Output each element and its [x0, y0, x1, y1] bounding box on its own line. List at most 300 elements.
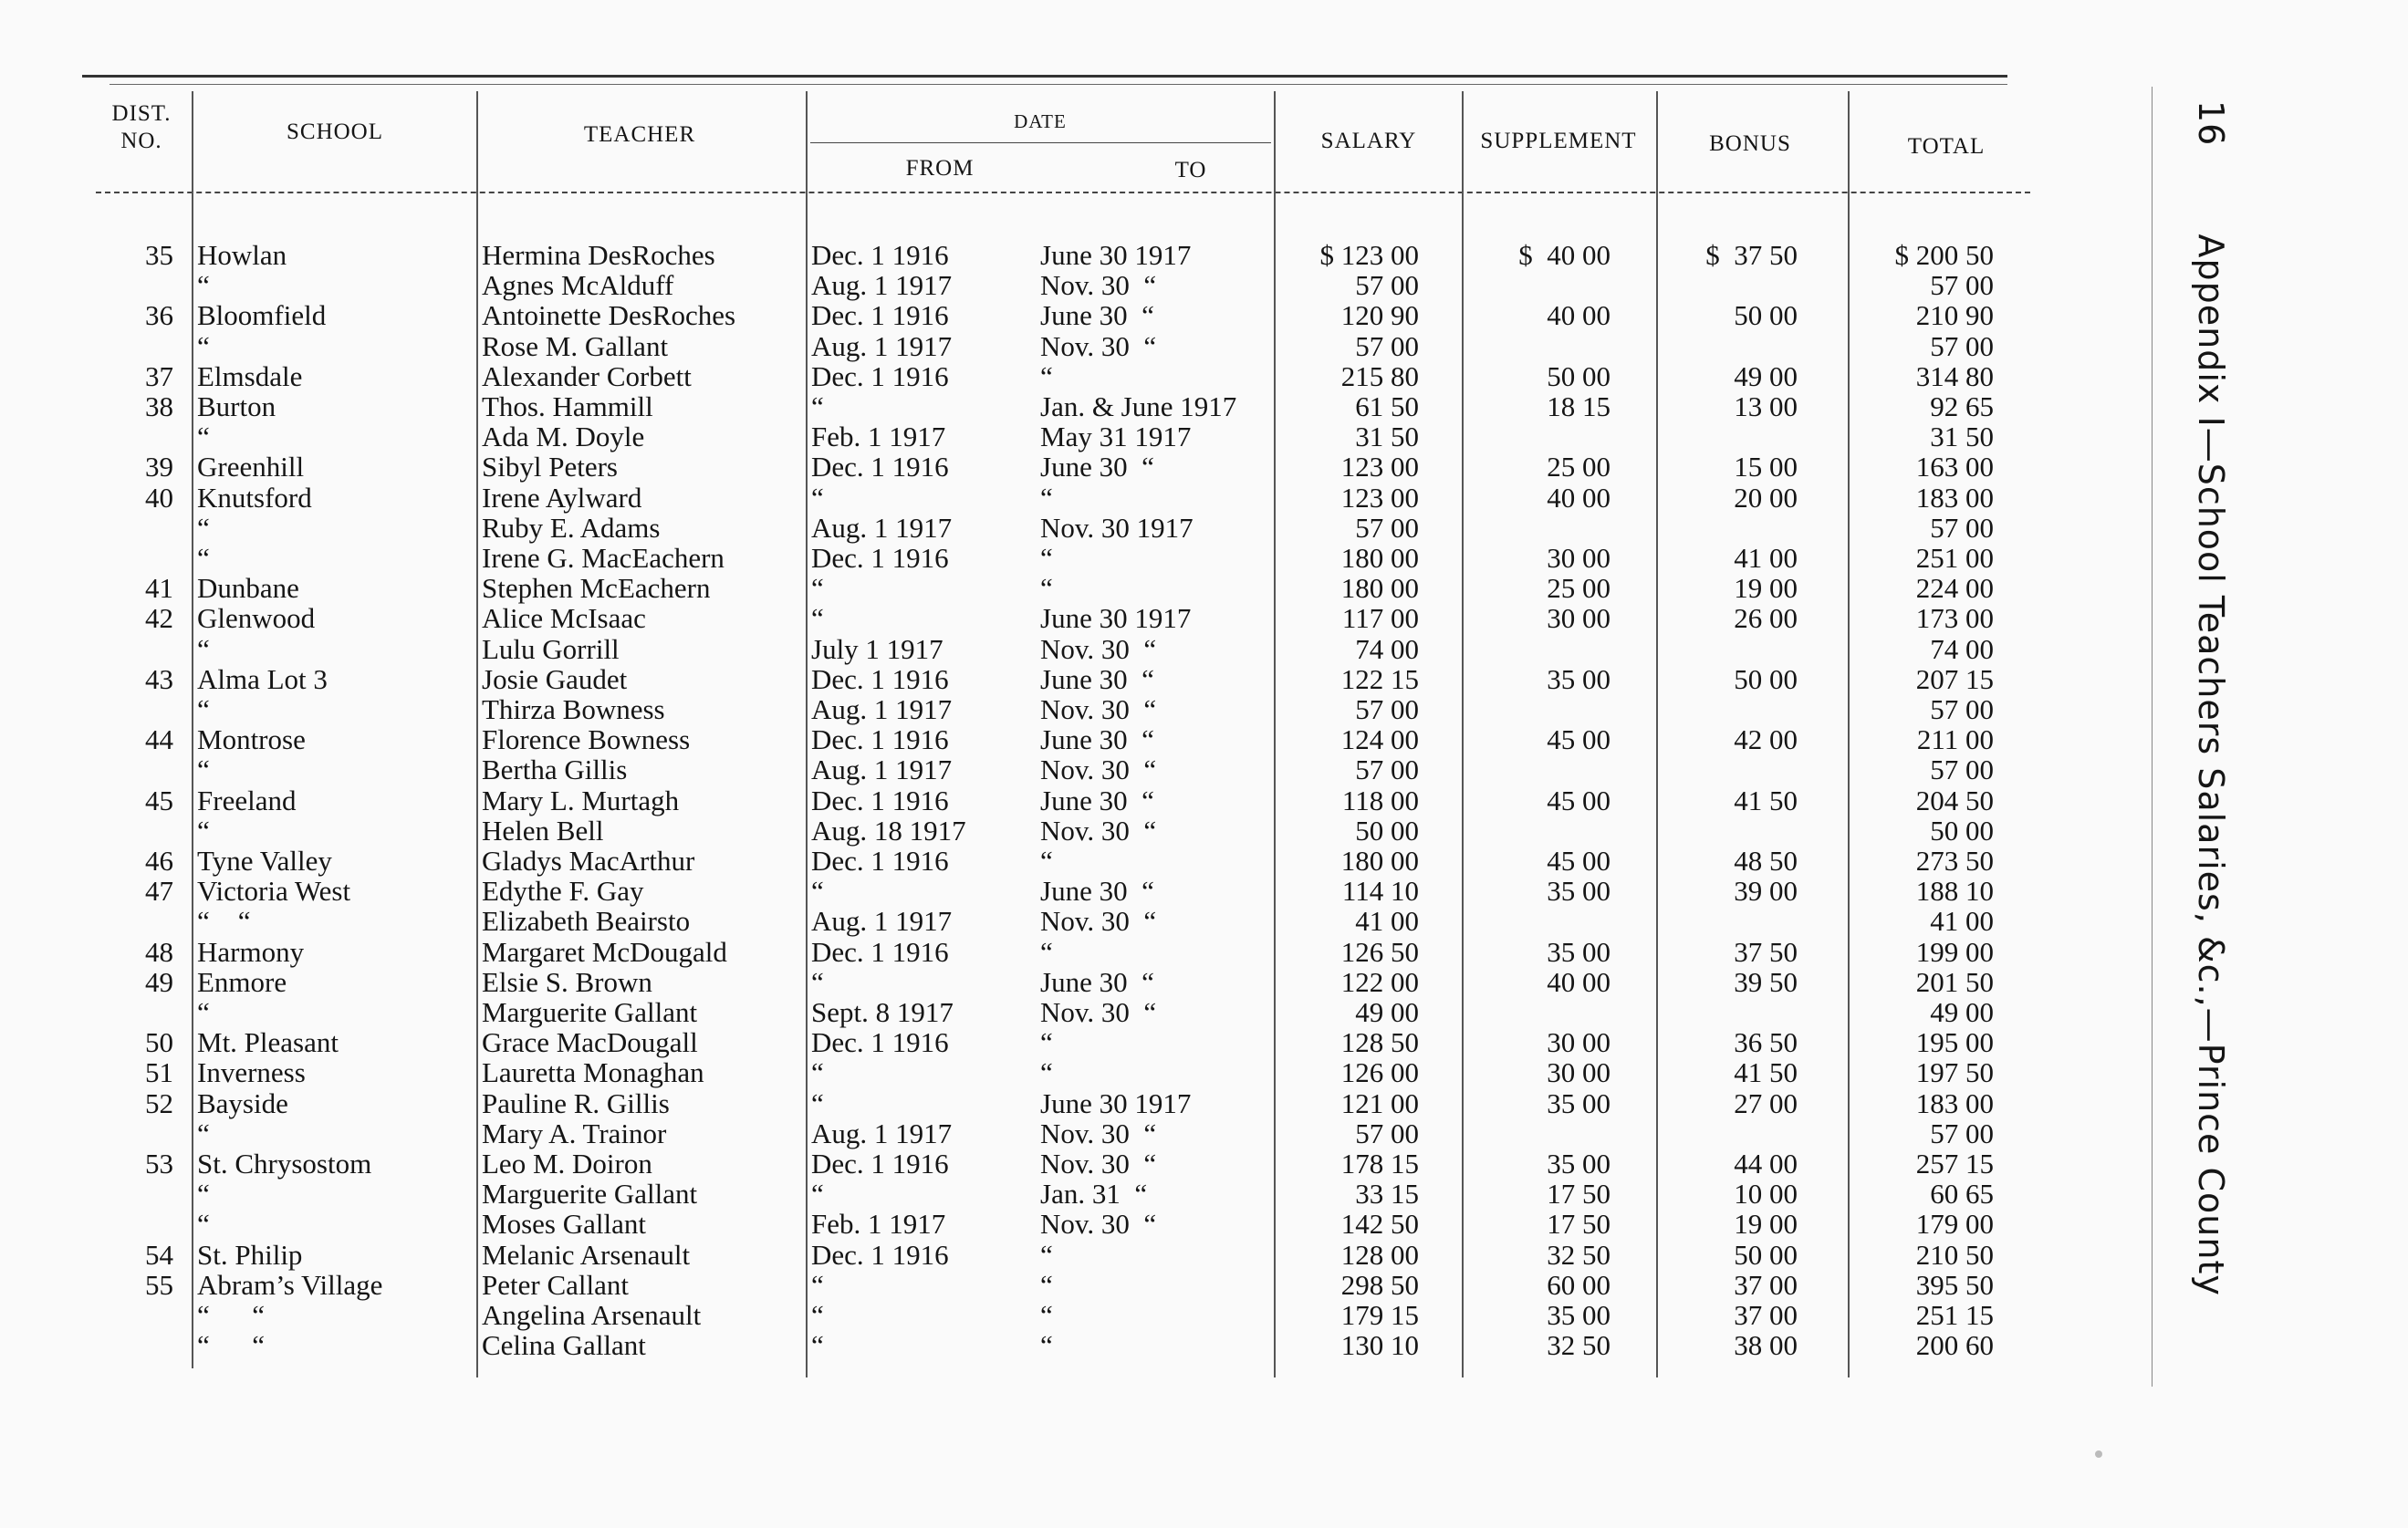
- header-bonus: BONUS: [1709, 131, 1791, 156]
- table-row: [0, 300, 2044, 330]
- table-row: [0, 967, 2044, 997]
- table-row: [0, 1088, 2044, 1118]
- cell-bonus: 41 00: [1734, 542, 1798, 574]
- cell-salary: 122 00: [1340, 966, 1419, 998]
- cell-dist: 42: [145, 602, 173, 634]
- cell-bonus: 37 00: [1734, 1269, 1798, 1301]
- cell-to: June 30 “: [1040, 451, 1154, 483]
- cell-to: June 30 1917: [1040, 602, 1192, 634]
- table-row: [0, 1270, 2044, 1300]
- cell-from: “: [811, 1056, 824, 1088]
- cell-to: June 30 “: [1040, 299, 1154, 331]
- cell-dist: 55: [145, 1269, 173, 1301]
- cell-to: Nov. 30 “: [1040, 269, 1157, 301]
- cell-bonus: 27 00: [1734, 1087, 1798, 1119]
- right-border-rule: [2152, 87, 2153, 1387]
- cell-teacher: Thirza Bowness: [482, 693, 665, 725]
- cell-salary: 57 00: [1355, 330, 1419, 362]
- cell-supplement: 50 00: [1547, 360, 1611, 392]
- cell-to: Jan. 31 “: [1040, 1178, 1148, 1210]
- cell-total: 197 50: [1915, 1056, 1994, 1088]
- cell-bonus: 20 00: [1734, 482, 1798, 514]
- cell-teacher: Ada M. Doyle: [482, 421, 645, 452]
- cell-salary: 180 00: [1340, 572, 1419, 604]
- cell-salary: 180 00: [1340, 542, 1419, 574]
- cell-to: “: [1040, 1269, 1053, 1301]
- cell-bonus: 13 00: [1734, 390, 1798, 422]
- cell-from: July 1 1917: [811, 633, 943, 665]
- cell-to: “: [1040, 482, 1053, 514]
- cell-school: Elmsdale: [197, 360, 303, 392]
- cell-salary: 124 00: [1340, 723, 1419, 755]
- cell-from: Dec. 1 1916: [811, 663, 949, 695]
- cell-teacher: Margaret McDougald: [482, 936, 727, 968]
- cell-salary: 41 00: [1355, 905, 1419, 937]
- cell-to: June 30 “: [1040, 663, 1154, 695]
- cell-teacher: Rose M. Gallant: [482, 330, 669, 362]
- cell-bonus: 41 50: [1734, 785, 1798, 816]
- cell-teacher: Celina Gallant: [482, 1329, 646, 1361]
- cell-school: “ “: [197, 1299, 266, 1331]
- cell-from: “: [811, 966, 824, 998]
- cell-total: 251 00: [1915, 542, 1994, 574]
- cell-to: Nov. 30 “: [1040, 996, 1157, 1028]
- cell-school: St. Chrysostom: [197, 1148, 372, 1180]
- header-dist-line2: NO.: [120, 129, 162, 153]
- cell-to: Nov. 30 “: [1040, 1208, 1157, 1240]
- cell-dist: 47: [145, 875, 173, 907]
- cell-dist: 41: [145, 572, 173, 604]
- cell-to: May 31 1917: [1040, 421, 1192, 452]
- cell-salary: 130 10: [1340, 1329, 1419, 1361]
- cell-from: Dec. 1 1916: [811, 451, 949, 483]
- table-row: [0, 513, 2044, 543]
- cell-bonus: 19 00: [1734, 1208, 1798, 1240]
- top-rule-secondary: [109, 84, 2007, 85]
- cell-bonus: 39 50: [1734, 966, 1798, 998]
- cell-total: 57 00: [1930, 1117, 1994, 1149]
- cell-school: Enmore: [197, 966, 287, 998]
- table-row: [0, 1330, 2044, 1360]
- cell-teacher: Pauline R. Gillis: [482, 1087, 670, 1119]
- cell-total: 49 00: [1930, 996, 1994, 1028]
- table-row: [0, 240, 2044, 270]
- cell-to: “: [1040, 542, 1053, 574]
- cell-teacher: Ruby E. Adams: [482, 512, 661, 544]
- cell-teacher: Lulu Gorrill: [482, 633, 620, 665]
- cell-total: 195 00: [1915, 1026, 1994, 1058]
- cell-from: Dec. 1 1916: [811, 360, 949, 392]
- cell-from: Feb. 1 1917: [811, 421, 946, 452]
- cell-teacher: Alice McIsaac: [482, 602, 646, 634]
- cell-total: 183 00: [1915, 482, 1994, 514]
- cell-teacher: Mary L. Murtagh: [482, 785, 680, 816]
- cell-from: Dec. 1 1916: [811, 785, 949, 816]
- cell-total: 224 00: [1915, 572, 1994, 604]
- cell-bonus: 37 50: [1734, 936, 1798, 968]
- table-row: [0, 754, 2044, 785]
- cell-from: Feb. 1 1917: [811, 1208, 946, 1240]
- cell-teacher: Bertha Gillis: [482, 754, 628, 785]
- cell-supplement: 25 00: [1547, 451, 1611, 483]
- cell-total: 163 00: [1915, 451, 1994, 483]
- cell-bonus: 36 50: [1734, 1026, 1798, 1058]
- cell-salary: 50 00: [1355, 815, 1419, 847]
- cell-dist: 37: [145, 360, 173, 392]
- cell-bonus: 15 00: [1734, 451, 1798, 483]
- cell-dist: 50: [145, 1026, 173, 1058]
- cell-total: 204 50: [1915, 785, 1994, 816]
- cell-from: Sept. 8 1917: [811, 996, 954, 1028]
- cell-salary: 128 00: [1340, 1239, 1419, 1271]
- cell-salary: 33 15: [1355, 1178, 1419, 1210]
- table-row: [0, 694, 2044, 724]
- cell-teacher: Elizabeth Beairsto: [482, 905, 691, 937]
- cell-dist: 38: [145, 390, 173, 422]
- cell-supplement: 35 00: [1547, 663, 1611, 695]
- cell-total: 207 15: [1915, 663, 1994, 695]
- cell-total: 273 50: [1915, 845, 1994, 877]
- cell-to: Nov. 30 1917: [1040, 512, 1194, 544]
- cell-salary: 123 00: [1340, 482, 1419, 514]
- cell-total: 199 00: [1915, 936, 1994, 968]
- cell-dist: 51: [145, 1056, 173, 1088]
- cell-salary: 114 10: [1341, 875, 1419, 907]
- cell-supplement: 45 00: [1547, 785, 1611, 816]
- cell-to: “: [1040, 1056, 1053, 1088]
- cell-teacher: Stephen McEachern: [482, 572, 711, 604]
- cell-from: Aug. 18 1917: [811, 815, 966, 847]
- cell-teacher: Edythe F. Gay: [482, 875, 644, 907]
- cell-salary: 179 15: [1340, 1299, 1419, 1331]
- header-dist: [91, 100, 192, 155]
- cell-to: June 30 “: [1040, 966, 1154, 998]
- cell-salary: 117 00: [1341, 602, 1419, 634]
- table-row: [0, 785, 2044, 816]
- header-teacher: TEACHER: [583, 122, 696, 147]
- table-row: [0, 452, 2044, 482]
- cell-total: 210 50: [1915, 1239, 1994, 1271]
- cell-from: “: [811, 482, 824, 514]
- cell-school: Greenhill: [197, 451, 305, 483]
- cell-total: 57 00: [1930, 269, 1994, 301]
- page-number: 16: [2191, 100, 2231, 147]
- cell-from: Dec. 1 1916: [811, 723, 949, 755]
- paper-speck: [2095, 1450, 2102, 1458]
- cell-total: 257 15: [1915, 1148, 1994, 1180]
- cell-total: 57 00: [1930, 330, 1994, 362]
- cell-supplement: 30 00: [1547, 1056, 1611, 1088]
- table-row: [0, 331, 2044, 361]
- cell-teacher: Angelina Arsenault: [482, 1299, 702, 1331]
- cell-dist: 49: [145, 966, 173, 998]
- table-row: [0, 603, 2044, 633]
- cell-school: Victoria West: [197, 875, 351, 907]
- cell-supplement: 25 00: [1547, 572, 1611, 604]
- cell-to: Nov. 30 “: [1040, 330, 1157, 362]
- side-title-text: Appendix I—School Teachers Salaries, &c.,—Prince County: [2191, 234, 2231, 1296]
- cell-supplement: 30 00: [1547, 1026, 1611, 1058]
- cell-supplement: 17 50: [1547, 1178, 1611, 1210]
- cell-bonus: 44 00: [1734, 1148, 1798, 1180]
- cell-supplement: 40 00: [1547, 966, 1611, 998]
- cell-from: Aug. 1 1917: [811, 269, 953, 301]
- cell-bonus: 50 00: [1734, 1239, 1798, 1271]
- table-row: [0, 1300, 2044, 1330]
- cell-salary: 120 90: [1340, 299, 1419, 331]
- cell-salary: 123 00: [1340, 451, 1419, 483]
- cell-dist: 52: [145, 1087, 173, 1119]
- cell-teacher: Mary A. Trainor: [482, 1117, 667, 1149]
- cell-salary: 49 00: [1355, 996, 1419, 1028]
- cell-bonus: 38 00: [1734, 1329, 1798, 1361]
- cell-from: Aug. 1 1917: [811, 905, 953, 937]
- cell-from: “: [811, 602, 824, 634]
- table-row: [0, 1209, 2044, 1239]
- cell-dist: 54: [145, 1239, 173, 1271]
- cell-teacher: Irene G. MacEachern: [482, 542, 724, 574]
- cell-from: Dec. 1 1916: [811, 845, 949, 877]
- cell-teacher: Elsie S. Brown: [482, 966, 652, 998]
- cell-dist: 46: [145, 845, 173, 877]
- cell-school: “: [197, 754, 210, 785]
- cell-total: 395 50: [1915, 1269, 1994, 1301]
- date-header-rule: [810, 142, 1271, 143]
- cell-teacher: Florence Bowness: [482, 723, 691, 755]
- cell-bonus: 19 00: [1734, 572, 1798, 604]
- cell-from: “: [811, 572, 824, 604]
- cell-dist: 35: [145, 239, 173, 271]
- cell-from: “: [811, 1269, 824, 1301]
- cell-total: 188 10: [1915, 875, 1994, 907]
- cell-supplement: $ 40 00: [1518, 239, 1611, 271]
- cell-school: Inverness: [197, 1056, 306, 1088]
- cell-school: “: [197, 1178, 210, 1210]
- cell-school: Montrose: [197, 723, 306, 755]
- table-row: [0, 1240, 2044, 1270]
- cell-dist: 45: [145, 785, 173, 816]
- table-row: [0, 634, 2044, 664]
- cell-bonus: 37 00: [1734, 1299, 1798, 1331]
- cell-school: Harmony: [197, 936, 305, 968]
- cell-to: Nov. 30 “: [1040, 1117, 1157, 1149]
- table-row: [0, 573, 2044, 603]
- cell-school: “: [197, 330, 210, 362]
- table-row: [0, 876, 2044, 906]
- cell-school: Tyne Valley: [197, 845, 332, 877]
- table-row: [0, 1118, 2044, 1149]
- cell-total: 200 60: [1915, 1329, 1994, 1361]
- cell-teacher: Marguerite Gallant: [482, 1178, 698, 1210]
- cell-school: “: [197, 693, 210, 725]
- cell-to: “: [1040, 1329, 1053, 1361]
- cell-salary: 178 15: [1340, 1148, 1419, 1180]
- cell-total: 251 15: [1915, 1299, 1994, 1331]
- table-row: [0, 391, 2044, 421]
- cell-salary: 126 00: [1340, 1056, 1419, 1088]
- cell-bonus: 41 50: [1734, 1056, 1798, 1088]
- cell-total: 50 00: [1930, 815, 1994, 847]
- cell-teacher: Helen Bell: [482, 815, 604, 847]
- cell-from: Aug. 1 1917: [811, 754, 953, 785]
- cell-school: “: [197, 512, 210, 544]
- side-title: [2176, 100, 2231, 1296]
- cell-total: 173 00: [1915, 602, 1994, 634]
- cell-teacher: Marguerite Gallant: [482, 996, 698, 1028]
- cell-total: 201 50: [1915, 966, 1994, 998]
- cell-total: 314 80: [1915, 360, 1994, 392]
- cell-salary: 57 00: [1355, 269, 1419, 301]
- cell-school: Burton: [197, 390, 276, 422]
- cell-salary: 215 80: [1340, 360, 1419, 392]
- table-row: [0, 724, 2044, 754]
- cell-total: 210 90: [1915, 299, 1994, 331]
- cell-from: “: [811, 1178, 824, 1210]
- cell-teacher: Agnes McAlduff: [482, 269, 674, 301]
- table-row: [0, 1149, 2044, 1179]
- cell-salary: 142 50: [1340, 1208, 1419, 1240]
- cell-teacher: Gladys MacArthur: [482, 845, 695, 877]
- cell-school: Alma Lot 3: [197, 663, 328, 695]
- cell-school: Abram’s Village: [197, 1269, 383, 1301]
- header-school: SCHOOL: [286, 120, 383, 144]
- cell-from: “: [811, 1299, 824, 1331]
- cell-from: Aug. 1 1917: [811, 512, 953, 544]
- cell-teacher: Josie Gaudet: [482, 663, 628, 695]
- cell-salary: 122 15: [1340, 663, 1419, 695]
- cell-school: “: [197, 269, 210, 301]
- cell-supplement: 40 00: [1547, 482, 1611, 514]
- header-date: DATE: [1014, 110, 1067, 132]
- cell-to: “: [1040, 845, 1053, 877]
- cell-from: Aug. 1 1917: [811, 330, 953, 362]
- cell-supplement: 60 00: [1547, 1269, 1611, 1301]
- header-dist-line1: DIST.: [111, 101, 172, 126]
- table-row: [0, 906, 2044, 936]
- table-row: [0, 664, 2044, 694]
- top-rule: [82, 75, 2007, 78]
- cell-teacher: Peter Callant: [482, 1269, 629, 1301]
- cell-total: 57 00: [1930, 754, 1994, 785]
- header-to: TO: [1174, 158, 1207, 182]
- cell-to: June 30 “: [1040, 875, 1154, 907]
- cell-to: June 30 “: [1040, 785, 1154, 816]
- header-salary: SALARY: [1320, 129, 1417, 153]
- cell-salary: 121 00: [1340, 1087, 1419, 1119]
- cell-school: “ “: [197, 905, 251, 937]
- cell-school: Bloomfield: [197, 299, 327, 331]
- cell-total: 31 50: [1930, 421, 1994, 452]
- cell-from: “: [811, 390, 824, 422]
- cell-bonus: 50 00: [1734, 299, 1798, 331]
- cell-supplement: 35 00: [1547, 1299, 1611, 1331]
- cell-bonus: 48 50: [1734, 845, 1798, 877]
- cell-from: Dec. 1 1916: [811, 936, 949, 968]
- cell-to: “: [1040, 1299, 1053, 1331]
- cell-from: “: [811, 1329, 824, 1361]
- cell-dist: 44: [145, 723, 173, 755]
- cell-school: Mt. Pleasant: [197, 1026, 339, 1058]
- cell-supplement: 30 00: [1547, 602, 1611, 634]
- cell-teacher: Moses Gallant: [482, 1208, 646, 1240]
- cell-teacher: Hermina DesRoches: [482, 239, 715, 271]
- cell-teacher: Antoinette DesRoches: [482, 299, 736, 331]
- table-row: [0, 1179, 2044, 1209]
- cell-to: “: [1040, 1239, 1053, 1271]
- cell-supplement: 17 50: [1547, 1208, 1611, 1240]
- cell-school: Knutsford: [197, 482, 312, 514]
- cell-salary: 128 50: [1340, 1026, 1419, 1058]
- cell-salary: 57 00: [1355, 512, 1419, 544]
- cell-to: Nov. 30 “: [1040, 1148, 1157, 1180]
- table-row: [0, 816, 2044, 846]
- cell-teacher: Alexander Corbett: [482, 360, 692, 392]
- cell-from: Aug. 1 1917: [811, 693, 953, 725]
- cell-salary: 57 00: [1355, 754, 1419, 785]
- cell-to: Nov. 30 “: [1040, 905, 1157, 937]
- cell-salary: $ 123 00: [1319, 239, 1419, 271]
- cell-school: Bayside: [197, 1087, 288, 1119]
- cell-from: Dec. 1 1916: [811, 239, 949, 271]
- table-row: [0, 997, 2044, 1027]
- cell-supplement: 30 00: [1547, 542, 1611, 574]
- cell-salary: 298 50: [1340, 1269, 1419, 1301]
- cell-school: Glenwood: [197, 602, 316, 634]
- header-supplement: SUPPLEMENT: [1480, 129, 1637, 153]
- cell-supplement: 35 00: [1547, 875, 1611, 907]
- cell-dist: 48: [145, 936, 173, 968]
- cell-school: “: [197, 815, 210, 847]
- cell-salary: 180 00: [1340, 845, 1419, 877]
- cell-to: “: [1040, 1026, 1053, 1058]
- cell-to: Nov. 30 “: [1040, 815, 1157, 847]
- cell-to: June 30 1917: [1040, 239, 1192, 271]
- cell-school: “: [197, 1117, 210, 1149]
- cell-bonus: 49 00: [1734, 360, 1798, 392]
- cell-to: “: [1040, 360, 1053, 392]
- cell-supplement: 32 50: [1547, 1329, 1611, 1361]
- table-row: [0, 270, 2044, 300]
- cell-teacher: Irene Aylward: [482, 482, 642, 514]
- table-row: [0, 1027, 2044, 1057]
- cell-total: 211 00: [1916, 723, 1994, 755]
- cell-dist: 36: [145, 299, 173, 331]
- cell-to: Nov. 30 “: [1040, 633, 1157, 665]
- cell-supplement: 18 15: [1547, 390, 1611, 422]
- cell-total: 57 00: [1930, 512, 1994, 544]
- cell-school: “: [197, 542, 210, 574]
- cell-teacher: Sibyl Peters: [482, 451, 618, 483]
- cell-total: 183 00: [1915, 1087, 1994, 1119]
- cell-total: 60 65: [1930, 1178, 1994, 1210]
- table-row: [0, 1057, 2044, 1087]
- cell-supplement: 35 00: [1547, 1087, 1611, 1119]
- cell-from: Dec. 1 1916: [811, 1148, 949, 1180]
- cell-total: 92 65: [1930, 390, 1994, 422]
- table-row: [0, 543, 2044, 573]
- table-row: [0, 846, 2044, 876]
- cell-to: Jan. & June 1917: [1040, 390, 1237, 422]
- cell-school: “: [197, 996, 210, 1028]
- cell-school: “: [197, 633, 210, 665]
- cell-bonus: 50 00: [1734, 663, 1798, 695]
- cell-teacher: Grace MacDougall: [482, 1026, 698, 1058]
- cell-bonus: $ 37 50: [1705, 239, 1798, 271]
- cell-salary: 57 00: [1355, 1117, 1419, 1149]
- cell-from: Dec. 1 1916: [811, 542, 949, 574]
- cell-dist: 39: [145, 451, 173, 483]
- cell-salary: 126 50: [1340, 936, 1419, 968]
